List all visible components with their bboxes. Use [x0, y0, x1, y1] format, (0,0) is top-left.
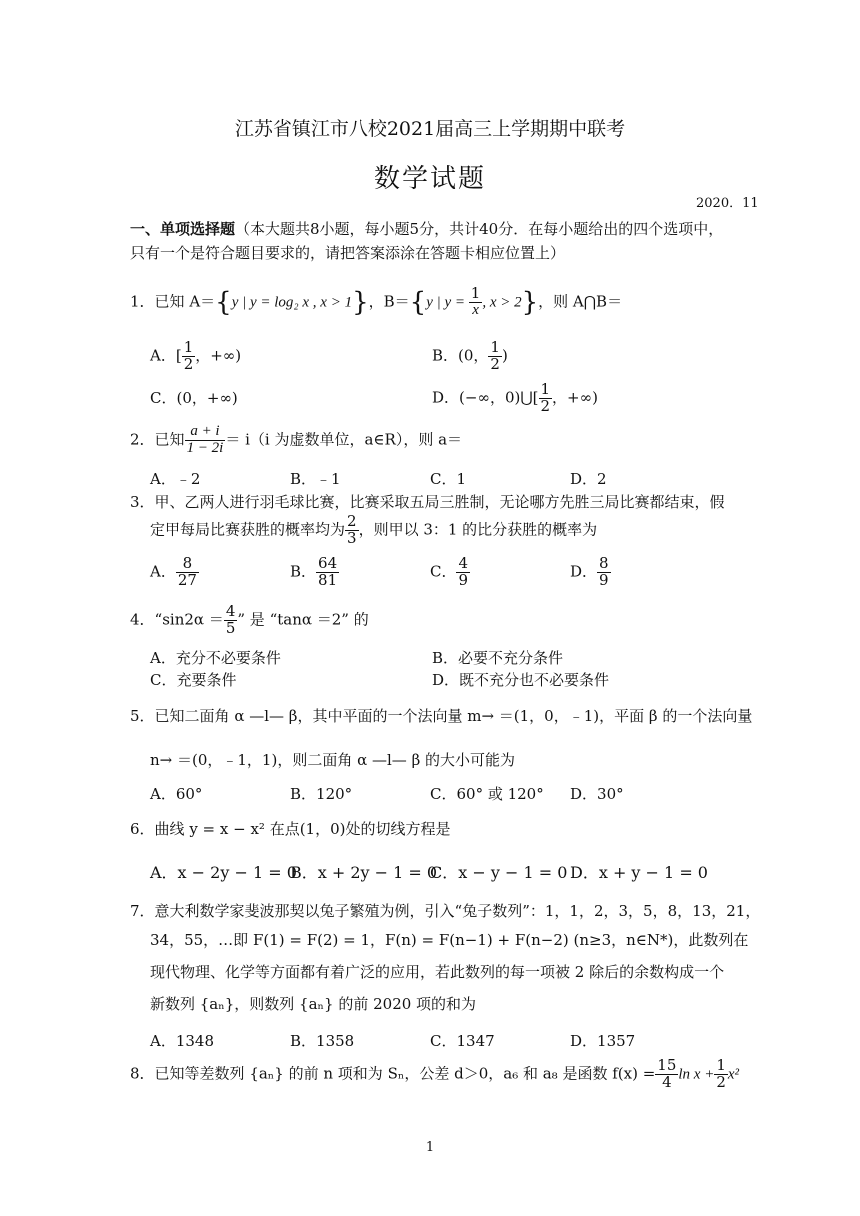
q7-option-c[interactable]: C．1347: [430, 1032, 495, 1050]
q1-option-c[interactable]: C．(0，+∞): [150, 389, 238, 407]
fraction-denominator: 1 − 2i: [186, 439, 224, 456]
q6-text: 曲线 y = x − x² 在点(1，0)处的切线方程是: [154, 820, 451, 838]
option-text: A．[: [150, 346, 182, 365]
question-number: 6．: [130, 820, 155, 838]
question-7-line4: 新数列 {aₙ}，则数列 {aₙ} 的前 2020 项的和为: [150, 995, 477, 1013]
q3-option-d[interactable]: [570, 556, 611, 589]
question-number: 1．: [130, 292, 155, 311]
question-5-line2: n→ ＝(0，﹣1，1)，则二面角 α —l— β 的大小可能为: [150, 751, 516, 769]
option-text: ，+∞): [195, 346, 242, 365]
q2-fraction: [185, 424, 226, 457]
fraction-numerator: 1: [183, 338, 194, 356]
fraction-denominator: 9: [599, 570, 609, 589]
q1-option-a[interactable]: [150, 340, 241, 373]
option-label: B．: [290, 562, 317, 581]
q7-text-line1: 意大利数学家斐波那契以兔子繁殖为例，引入“兔子数列”：1，1，2，3，5，8，13，21，: [154, 902, 761, 920]
q3-option-a[interactable]: [150, 556, 199, 589]
fraction-denominator: 2: [540, 396, 551, 415]
option-fraction: [316, 556, 339, 589]
q4-text-pre: “sin2α ＝: [154, 610, 224, 629]
exam-subtitle: 数学试题: [373, 164, 486, 194]
q4-option-c[interactable]: C．充要条件: [150, 671, 237, 689]
q1-set-b-post: , x > 2: [482, 294, 522, 311]
q1-set-a: y | y = log₂ x , x > 1: [231, 294, 353, 311]
q8-text-pre: 已知等差数列 {aₙ} 的前 n 项和为 Sₙ，公差 d＞0，a₆ 和 a₈ 是函数 f(x) =: [154, 1064, 656, 1083]
q2-option-c[interactable]: C．1: [430, 470, 467, 488]
fraction-numerator: 15: [657, 1056, 677, 1074]
q4-option-d[interactable]: D．既不充分也不必要条件: [432, 671, 610, 689]
fraction-numerator: 64: [318, 554, 338, 572]
fraction-denominator: 27: [177, 570, 197, 589]
q4-text-post: ” 是 “tanα ＝2” 的: [237, 610, 369, 629]
question-number: 8．: [130, 1064, 155, 1083]
fraction-numerator: 1: [716, 1056, 726, 1074]
option-fraction: [182, 340, 196, 373]
fraction-denominator: 5: [225, 618, 236, 637]
question-5-line1: [130, 705, 752, 726]
q5-option-c[interactable]: C．60° 或 120°: [430, 785, 544, 803]
q1-set-b-pre: y | y =: [426, 294, 469, 311]
fraction-denominator: 3: [347, 528, 357, 547]
q1-text-b: ，B＝: [368, 292, 410, 311]
question-7-line1: [130, 900, 760, 921]
q3-text-post: ，则甲以 3：1 的比分获胜的概率为: [358, 520, 598, 539]
option-label: D．: [570, 562, 598, 581]
q8-fraction-1: [655, 1058, 678, 1091]
option-text: B．(0，: [432, 346, 489, 365]
fraction-numerator: 8: [599, 554, 609, 572]
q3-option-c[interactable]: [430, 556, 470, 589]
q1-set-b-fraction: [469, 286, 483, 319]
section-heading: 一、单项选择题: [130, 220, 236, 238]
question-number: 4．: [130, 610, 155, 629]
q5-text-line1: 已知二面角 α —l— β，其中平面的一个法向量 m→ ＝(1，0，﹣1)，平面 β 的一个法向量: [154, 707, 753, 725]
right-brace: }: [352, 287, 369, 318]
question-8-stem: [130, 1058, 739, 1091]
option-fraction: [539, 382, 553, 415]
q5-option-b[interactable]: B．120°: [290, 785, 353, 803]
option-text: ): [501, 346, 508, 365]
q1-option-b[interactable]: [432, 340, 508, 373]
option-fraction: [488, 340, 502, 373]
section-note: （本大题共8小题，每小题5分，共计40分．在每小题给出的四个选项中，只有一个是符合题目要求的，请把答案添涂在答题卡相应位置上）: [130, 220, 724, 262]
q5-option-d[interactable]: D．30°: [570, 785, 624, 803]
q3-text-pre: 定甲每局比赛获胜的概率均为: [150, 520, 346, 539]
question-1-stem: [130, 286, 622, 319]
fraction-denominator: 2: [716, 1072, 726, 1091]
q2-option-a[interactable]: A．﹣2: [150, 470, 201, 488]
q2-text-pre: 已知: [154, 430, 185, 449]
fraction-numerator: 1: [540, 380, 551, 398]
q1-text-end: ，则 A⋂B＝: [538, 292, 623, 311]
fraction-denominator: 2: [183, 354, 194, 373]
q8-fraction-2: [714, 1058, 728, 1091]
fraction-numerator: a + i: [185, 424, 226, 441]
fraction-denominator: x: [472, 301, 479, 318]
question-7-line3: 现代物理、化学等方面都有着广泛的应用，若此数列的每一项被 2 除后的余数构成一个: [150, 963, 725, 981]
q3-option-b[interactable]: [290, 556, 339, 589]
q8-text-post: x²: [727, 1066, 740, 1083]
q8-text-mid: ln x +: [678, 1066, 715, 1083]
option-fraction: [456, 556, 470, 589]
exam-date: 2020．11: [696, 196, 759, 211]
fraction-denominator: 9: [458, 570, 469, 589]
fraction-numerator: 4: [225, 602, 236, 620]
fraction-denominator: 81: [318, 570, 338, 589]
question-4-stem: [130, 604, 369, 637]
fraction-numerator: 8: [176, 556, 199, 573]
q3-text: 甲、乙两人进行羽毛球比赛，比赛采取五局三胜制，无论哪方先胜三局比赛都结束，假: [154, 493, 725, 511]
right-brace: }: [521, 287, 539, 318]
question-number: 5．: [130, 707, 155, 725]
page-number: 1: [425, 1140, 435, 1155]
q4-option-b[interactable]: B．必要不充分条件: [432, 649, 564, 667]
question-number: 2．: [130, 430, 155, 449]
option-text: ，+∞): [552, 388, 598, 407]
question-number: 7．: [130, 902, 155, 920]
q4-option-a[interactable]: A．充分不必要条件: [150, 649, 281, 667]
fraction-denominator: 2: [490, 354, 500, 373]
q2-option-b[interactable]: B．﹣1: [290, 470, 341, 488]
fraction-numerator: 4: [458, 554, 469, 572]
question-3-line1: [130, 491, 725, 512]
q7-option-d[interactable]: D．1357: [570, 1032, 636, 1050]
q7-option-a[interactable]: A．1348: [150, 1032, 215, 1050]
q6-option-c[interactable]: C．x − y − 1 = 0: [430, 863, 568, 882]
q6-option-d[interactable]: D．x + y − 1 = 0: [570, 863, 708, 882]
q2-text-post: ＝ i（i 为虚数单位，a∈R），则 a＝: [225, 430, 463, 449]
q6-option-b[interactable]: B．x + 2y − 1 = 0: [290, 863, 438, 882]
left-brace: {: [409, 287, 427, 318]
fraction-numerator: 1: [490, 338, 500, 356]
option-label: C．: [430, 562, 457, 581]
q3-fraction: [345, 514, 359, 547]
q2-option-d[interactable]: D．2: [570, 470, 607, 488]
question-7-line2: 34，55，…即 F(1) = F(2) = 1，F(n) = F(n−1) + F(n−2) (n≥3，n∈N*)，此数列在: [150, 931, 749, 949]
option-fraction: [597, 556, 611, 589]
fraction-numerator: 2: [347, 512, 357, 530]
q6-option-a[interactable]: A．x − 2y − 1 = 0: [150, 863, 297, 882]
q4-fraction: [224, 604, 238, 637]
fraction-denominator: 4: [662, 1072, 672, 1091]
section-instructions: [130, 217, 735, 265]
fraction-numerator: 1: [470, 284, 481, 302]
q1-text-a: 已知 A＝: [154, 292, 216, 311]
option-fraction: [176, 556, 199, 589]
question-6-stem: [130, 818, 451, 839]
question-3-line2: [150, 514, 597, 547]
option-text: D．(−∞，0)⋃[: [432, 388, 539, 407]
question-number: 3．: [130, 493, 155, 511]
left-brace: {: [215, 287, 232, 318]
q1-option-d[interactable]: [432, 382, 598, 415]
exam-title: 江苏省镇江市八校2021届高三上学期期中联考: [234, 118, 626, 140]
q7-option-b[interactable]: B．1358: [290, 1032, 355, 1050]
question-2-stem: [130, 424, 462, 457]
option-label: A．: [150, 562, 176, 581]
q5-option-a[interactable]: A．60°: [150, 785, 203, 803]
